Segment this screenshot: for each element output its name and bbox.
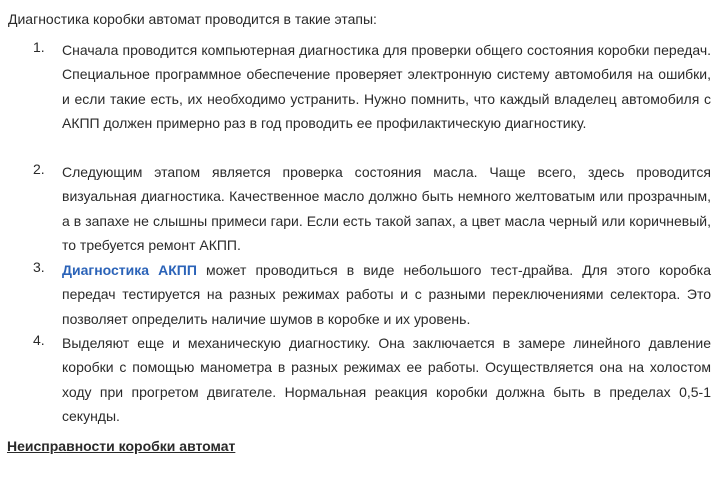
list-number: 3. (33, 259, 45, 275)
list-number: 2. (33, 161, 45, 177)
list-text-tail: может проводиться в виде небольшого тест-драйва. Для этого коробка передач тестируется на разных режимах работы и с разными переключениями селектора. Это позволяет определить наличие шумов в коробке и их уровень. (62, 262, 712, 327)
section-heading: Неисправности коробки автомат (7, 438, 236, 454)
list-text: Выделяют еще и механическую диагностику. Она заключается в замере линейного давление коробки с помощью манометра в разных режимах ее работы. Осуществляется она на холостом ходу при прогретом двигателе. Нормальная реакция коробки должна быть в пределах 0,5-1 секунды. (62, 335, 711, 425)
list-number: 1. (33, 39, 45, 55)
list-number: 4. (33, 332, 45, 348)
intro-text: Диагностика коробки автомат проводится в такие этапы: (8, 11, 377, 27)
list-text: Следующим этапом является проверка состояния масла. Чаще всего, здесь проводится визуальная диагностика. Качественное масло должно быть немного желтоватым или прозрачным, а в запахе не слышны примеси гари. Если есть такой запах, а цвет масла черный или коричневый, то требуется ремонт АКПП. (62, 164, 711, 254)
diagnostics-link[interactable]: Диагностика АКПП (62, 262, 197, 278)
cut-off-text-line (0, 472, 720, 480)
list-text: Сначала проводится компьютерная диагностика для проверки общего состояния коробки передач. Специальное программное обеспечение проверяет электронную систему автомобиля на ошибки, и если такие есть, их необходимо устранить. Нужно помнить, что каждый владелец автомобиля с АКПП должен примерно раз в год проводить ее профилактическую диагностику. (62, 42, 711, 132)
list-text (62, 258, 711, 331)
